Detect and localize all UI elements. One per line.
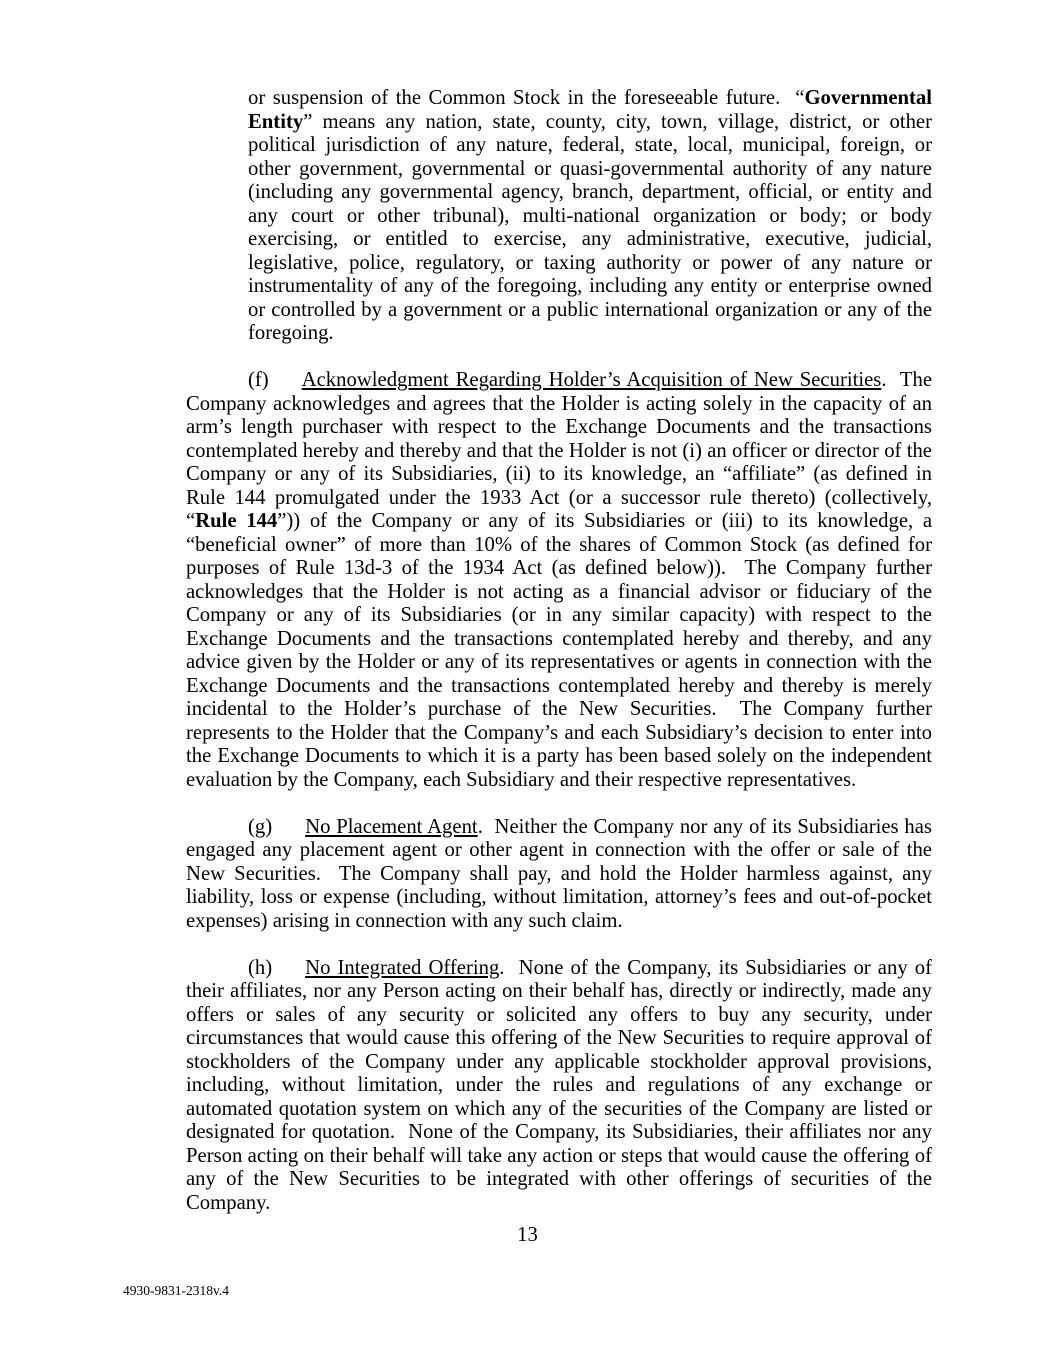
defined-term: Governmental Entity	[248, 87, 932, 133]
defined-term: Rule 144	[195, 510, 278, 532]
page-number: 13	[517, 1224, 538, 1246]
clause-f-acknowledgment	[186, 369, 932, 792]
clause-g-no-placement-agent	[186, 816, 932, 934]
body-text: ” means any nation, state, county, city, town, village, district, or other political jurisdiction of any nature, federal, state, local, municipal, foreign, or other government, governmental or quasi-governmental authority of any nature (including any governmental agency, branch, department, official, or entity and any court or other tribunal), multi-national organization or body; or body exercising, or entitled to exercise, any administrative, executive, judicial, legislative, police, regulatory, or taxing authority or power of any nature or instrumentality of any of the foregoing, including any entity or enterprise owned or controlled by a government or a public international organization or any of the foregoing.	[248, 110, 932, 344]
body-text: or suspension of the Common Stock in the foreseeable future. “	[248, 87, 805, 109]
footer-document-code: 4930-9831-2318v.4	[123, 1283, 229, 1298]
body-text: ”)) of the Company or any of its Subsidiaries or (iii) to its knowledge, a “beneficial owner” of more than 10% of the shares of Common Stock (as defined for purposes of Rule 13d-3 of the 1934 Act (as defined below)). The Company further acknowledges that the Holder is not acting as a financial advisor or fiduciary of the Company or any of its Subsidiaries (or in any similar capacity) with respect to the Exchange Documents and the transactions contemplated hereby and thereby, and any advice given by the Holder or any of its representatives or agents in connection with the Exchange Documents and the transactions contemplated hereby and thereby is merely incidental to the Holder’s purchase of the New Securities. The Company further represents to the Holder that the Company’s and each Subsidiary’s decision to enter into the Exchange Documents to which it is a party has been based solely on the independent evaluation by the Company, each Subsidiary and their respective representatives.	[186, 510, 933, 791]
clause-label: (h)	[248, 956, 273, 979]
clause-label: (g)	[248, 815, 273, 838]
clause-heading: Acknowledgment Regarding Holder’s Acquisition of New Securities	[301, 369, 882, 391]
clause-label: (f)	[248, 369, 269, 391]
body-text: . None of the Company, its Subsidiaries or any of their affiliates, nor any Person acting on their behalf has, directly or indirectly, made any offers or sales of any security or solicited any offers to buy any security, under circumstances that would cause this offering of the New Securities to require approval of stockholders of the Company under any applicable stockholder approval provisions, including, without limitation, under the rules and regulations of any exchange or automated quotation system on which any of the securities of the Company are listed or designated for quotation. None of the Company, its Subsidiaries, their affiliates nor any Person acting on their behalf will take any action or steps that would cause the offering of any of the New Securities to be integrated with other offerings of securities of the Company.	[186, 956, 932, 1214]
clause-heading: No Placement Agent	[305, 815, 478, 838]
body-text: . Neither the Company nor any of its Subsidiaries has engaged any placement agent or other agent in connection with the offer or sale of the New Securities. The Company shall pay, and hold the Holder harmless against, any liability, loss or expense (including, without limitation, attorney’s fees and out-of-pocket expenses) arising in connection with any such claim.	[186, 815, 932, 932]
body-text: . The Company acknowledges and agrees that the Holder is acting solely in the capacity of an arm’s length purchaser with respect to the Exchange Documents and the transactions contemplated hereby and thereby and that the Holder is not (i) an officer or director of the Company or any of its Subsidiaries, (ii) to its knowledge, an “affiliate” (as defined in Rule 144 promulgated under the 1933 Act (or a successor rule thereto) (collectively, “	[186, 369, 932, 532]
clause-h-no-integrated-offering	[186, 957, 932, 1216]
document-body	[186, 87, 932, 1239]
clause-heading: No Integrated Offering	[305, 956, 500, 979]
governmental-entity-definition	[248, 87, 932, 346]
